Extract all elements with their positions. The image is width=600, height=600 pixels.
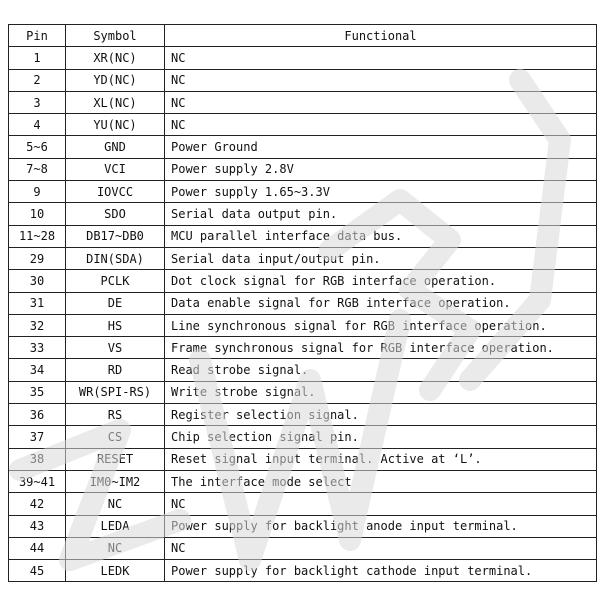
table-row (9, 404, 597, 426)
symbol-cell: LEDA (66, 515, 165, 537)
table-row (9, 225, 597, 247)
symbol-cell: DE (66, 292, 165, 314)
pin-cell: 38 (9, 448, 66, 470)
functional-cell: NC (165, 493, 597, 515)
pin-definition-table (8, 24, 597, 582)
pin-cell: 31 (9, 292, 66, 314)
functional-cell: MCU parallel interface data bus. (165, 225, 597, 247)
table-row (9, 47, 597, 69)
pin-cell: 42 (9, 493, 66, 515)
pin-cell: 5~6 (9, 136, 66, 158)
table-row (9, 114, 597, 136)
table-row (9, 91, 597, 113)
symbol-cell: CS (66, 426, 165, 448)
symbol-cell: IM0~IM2 (66, 470, 165, 492)
functional-cell: NC (165, 114, 597, 136)
table-row (9, 359, 597, 381)
functional-cell: Read strobe signal. (165, 359, 597, 381)
table-row (9, 381, 597, 403)
functional-cell: Chip selection signal pin. (165, 426, 597, 448)
table-header-row (9, 25, 597, 47)
symbol-cell: DIN(SDA) (66, 247, 165, 269)
symbol-cell: RS (66, 404, 165, 426)
symbol-cell: HS (66, 314, 165, 336)
symbol-cell: YU(NC) (66, 114, 165, 136)
functional-cell: The interface mode select (165, 470, 597, 492)
symbol-cell: XR(NC) (66, 47, 165, 69)
functional-cell: Write strobe signal. (165, 381, 597, 403)
table-row (9, 314, 597, 336)
symbol-cell: WR(SPI-RS) (66, 381, 165, 403)
functional-cell: Power supply 1.65~3.3V (165, 181, 597, 203)
symbol-cell: RD (66, 359, 165, 381)
table-row (9, 247, 597, 269)
table-row (9, 448, 597, 470)
symbol-cell: NC (66, 493, 165, 515)
symbol-cell: DB17~DB0 (66, 225, 165, 247)
functional-cell: Serial data output pin. (165, 203, 597, 225)
functional-cell: Serial data input/output pin. (165, 247, 597, 269)
pin-cell: 33 (9, 337, 66, 359)
table-row (9, 515, 597, 537)
functional-cell: Line synchronous signal for RGB interface operation. (165, 314, 597, 336)
functional-cell: Power supply 2.8V (165, 158, 597, 180)
pin-cell: 44 (9, 537, 66, 559)
functional-cell: Power supply for backlight cathode input terminal. (165, 560, 597, 582)
table-row (9, 203, 597, 225)
pin-cell: 3 (9, 91, 66, 113)
pin-cell: 39~41 (9, 470, 66, 492)
functional-cell: NC (165, 91, 597, 113)
pin-cell: 30 (9, 270, 66, 292)
functional-cell: Frame synchronous signal for RGB interface operation. (165, 337, 597, 359)
functional-cell: Data enable signal for RGB interface operation. (165, 292, 597, 314)
symbol-cell: RESET (66, 448, 165, 470)
table-row (9, 69, 597, 91)
symbol-cell: NC (66, 537, 165, 559)
pin-cell: 34 (9, 359, 66, 381)
symbol-cell: YD(NC) (66, 69, 165, 91)
symbol-cell: VS (66, 337, 165, 359)
symbol-cell: IOVCC (66, 181, 165, 203)
table-row (9, 136, 597, 158)
pin-cell: 2 (9, 69, 66, 91)
pin-cell: 29 (9, 247, 66, 269)
pin-cell: 35 (9, 381, 66, 403)
pin-cell: 1 (9, 47, 66, 69)
pin-cell: 32 (9, 314, 66, 336)
symbol-cell: PCLK (66, 270, 165, 292)
table-body (9, 47, 597, 582)
table-row (9, 426, 597, 448)
pin-cell: 7~8 (9, 158, 66, 180)
table-row (9, 470, 597, 492)
pin-cell: 9 (9, 181, 66, 203)
header-symbol: Symbol (66, 25, 165, 47)
pin-cell: 43 (9, 515, 66, 537)
table-row (9, 493, 597, 515)
symbol-cell: XL(NC) (66, 91, 165, 113)
table-row (9, 158, 597, 180)
functional-cell: Dot clock signal for RGB interface operation. (165, 270, 597, 292)
table-row (9, 181, 597, 203)
functional-cell: Power Ground (165, 136, 597, 158)
header-pin: Pin (9, 25, 66, 47)
table-row (9, 292, 597, 314)
table-row (9, 537, 597, 559)
symbol-cell: VCI (66, 158, 165, 180)
functional-cell: NC (165, 47, 597, 69)
symbol-cell: LEDK (66, 560, 165, 582)
functional-cell: Reset signal input terminal. Active at ‘L’. (165, 448, 597, 470)
table-row (9, 270, 597, 292)
functional-cell: NC (165, 537, 597, 559)
pin-cell: 10 (9, 203, 66, 225)
pin-cell: 36 (9, 404, 66, 426)
table-row (9, 560, 597, 582)
symbol-cell: GND (66, 136, 165, 158)
functional-cell: Power supply for backlight anode input terminal. (165, 515, 597, 537)
table-row (9, 337, 597, 359)
pin-cell: 45 (9, 560, 66, 582)
functional-cell: Register selection signal. (165, 404, 597, 426)
pin-cell: 11~28 (9, 225, 66, 247)
header-functional: Functional (165, 25, 597, 47)
symbol-cell: SDO (66, 203, 165, 225)
functional-cell: NC (165, 69, 597, 91)
pin-cell: 37 (9, 426, 66, 448)
pin-cell: 4 (9, 114, 66, 136)
